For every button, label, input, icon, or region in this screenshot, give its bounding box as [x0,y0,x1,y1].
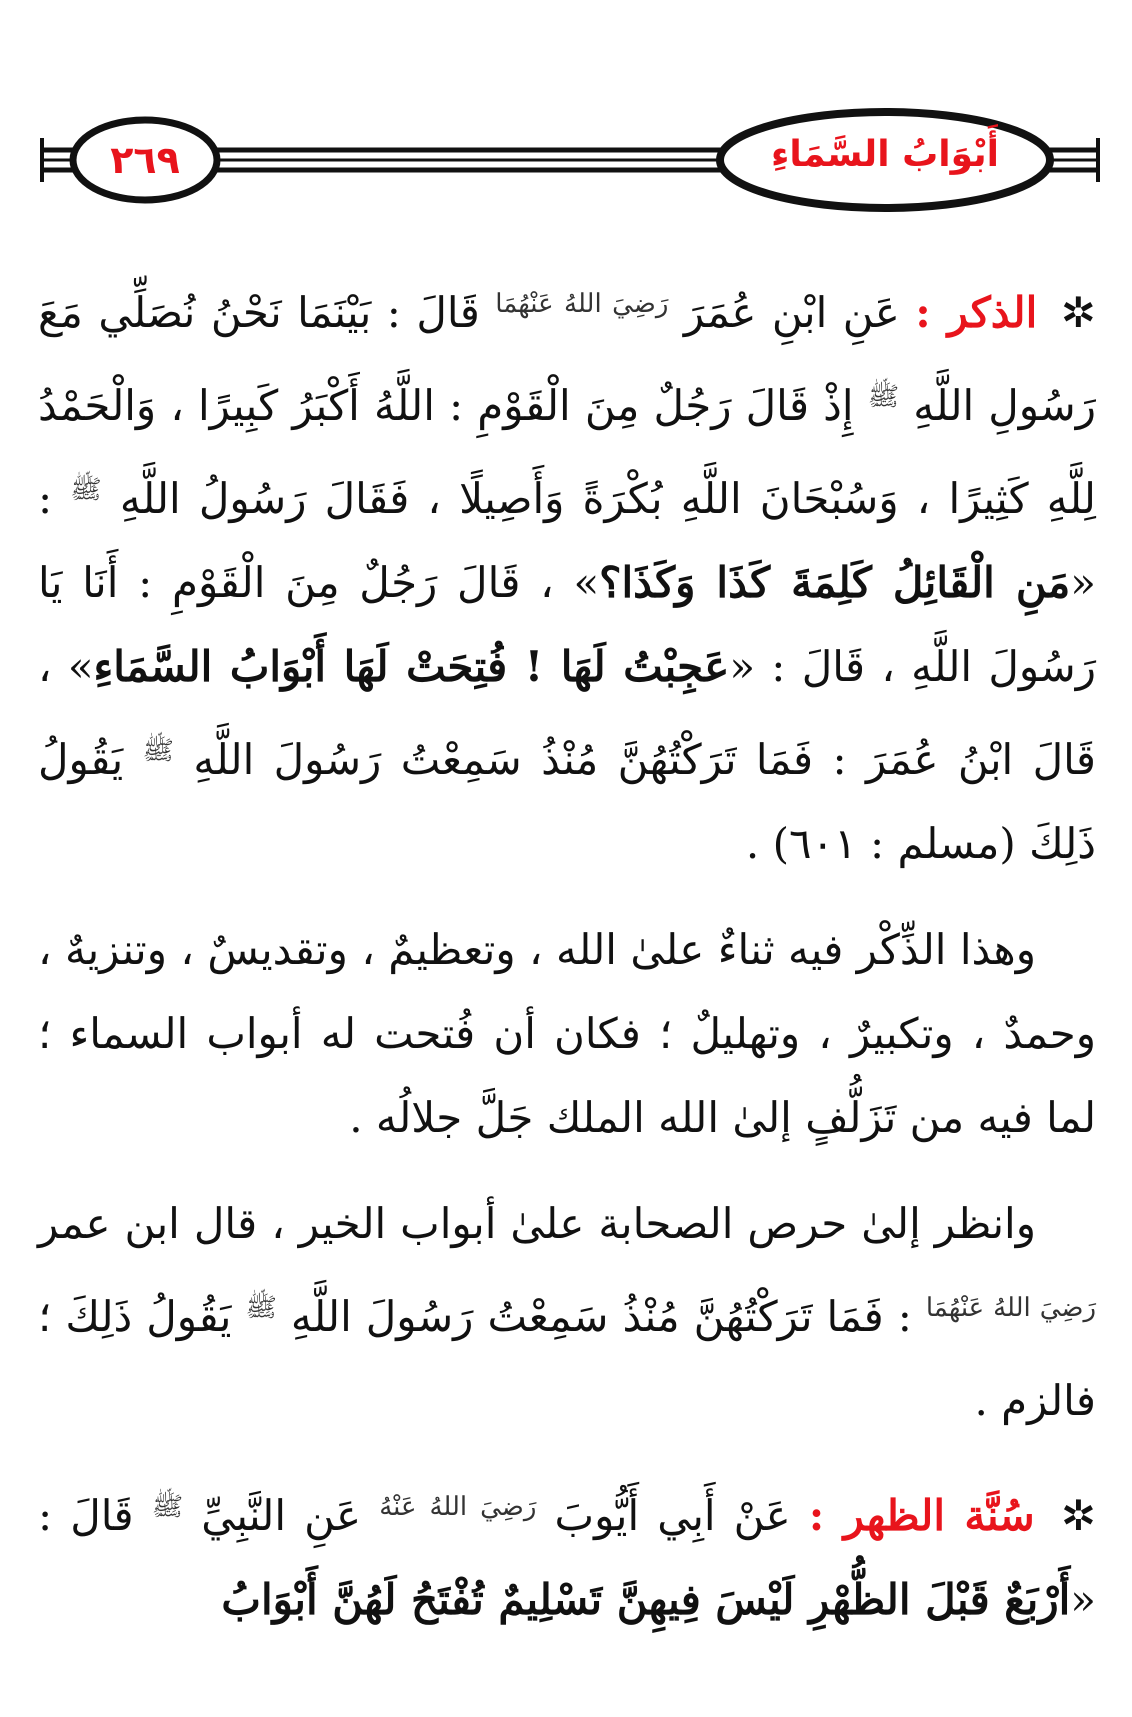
honorific-icon: رَضِيَ اللهُ عَنْهُمَا [925,1293,1097,1323]
honorific-icon: ﷺ [245,1293,277,1323]
section-dhikr [38,262,1096,886]
text: قَالَ : « [38,1491,1096,1624]
section-heading: سُنَّة الظهر : [808,1491,1035,1540]
page-body [38,262,1096,1664]
text: : فَمَا تَرَكْتُهُنَّ مُنْذُ سَمِعْتُ رَسُولَ اللَّهِ [290,1292,912,1341]
text: عَنِ ابْنِ عُمَرَ [683,288,900,337]
text: يَقُولُ ذَلِكَ (مسلم : ٦٠١) . [38,735,1096,868]
text: قَالَ : بَيْنَمَا نَحْنُ نُصَلِّي مَعَ رَسُولِ اللَّهِ [38,288,1096,430]
text: عَنْ أَبِي أَيُّوبَ [554,1491,791,1540]
page-number: ٢٦٩ [110,138,180,182]
honorific-icon: ﷺ [867,382,900,412]
honorific-icon: رَضِيَ اللهُ عَنْهُ [379,1492,537,1522]
section-dhuhr [38,1465,1096,1642]
paragraph-commentary: وهذا الذِّكْر فيه ثناءٌ علىٰ الله ، وتعظيمٌ ، وتقديسٌ ، وتنزيهٌ ، وحمدٌ ، وتكبيرٌ ، وتهليلٌ ؛ فكان أن فُتحت له أبواب السماء ؛ لما فيه من تَزَلُّفٍ إلىٰ الله الملك جَلَّ جلالُه . [38,925,1096,1142]
honorific-icon: رَضِيَ اللهُ عَنْهُمَا [495,289,669,319]
honorific-icon: ﷺ [142,736,174,766]
star-bullet-icon: ✲ [1060,1491,1097,1540]
header-ornament [0,0,1132,230]
paragraph-companions [38,1182,1096,1443]
chapter-title: أَبْوَابُ السَّمَاءِ [770,134,1000,175]
text: عَنِ النَّبِيِّ [201,1491,362,1540]
hadith-quote: مَنِ الْقَائِلُ كَلِمَةَ كَذَا وَكَذَا؟ [599,558,1071,607]
hadith-quote: عَجِبْتُ لَهَا ! فُتِحَتْ لَهَا أَبْوَابُ السَّمَاءِ [93,642,730,691]
honorific-icon: ﷺ [70,475,102,505]
text: : « [38,474,1096,607]
text: » ، قَالَ ابْنُ عُمَرَ : فَمَا تَرَكْتُهُنَّ مُنْذُ سَمِعْتُ رَسُولَ اللَّهِ [38,642,1096,784]
text: إِذْ قَالَ رَجُلٌ مِنَ الْقَوْمِ : اللَّهُ أَكْبَرُ كَبِيرًا ، وَالْحَمْدُ لِلَّهِ كَثِيرًا ، وَسُبْحَانَ اللَّهِ بُكْرَةً وَأَصِيلًا ، فَقَالَ رَسُولُ اللَّهِ [38,381,1096,523]
hadith-quote: أَرْبَعٌ قَبْلَ الظُّهْرِ لَيْسَ فِيهِنَّ تَسْلِيمٌ تُفْتَحُ لَهُنَّ أَبْوَابُ [221,1575,1071,1624]
text: » ، قَالَ رَجُلٌ مِنَ الْقَوْمِ : أَنَا يَا رَسُولَ اللَّهِ ، قَالَ : « [38,558,1097,691]
honorific-icon: ﷺ [151,1492,184,1522]
text: وانظر إلىٰ حرص الصحابة علىٰ أبواب الخير ، قال ابن عمر [38,1199,1036,1248]
text: يَقُولُ ذَلِكَ ؛ فالزم . [38,1292,1096,1425]
star-bullet-icon: ✲ [1060,288,1096,337]
page-header [0,0,1132,230]
section-heading: الذكر : [915,288,1038,337]
